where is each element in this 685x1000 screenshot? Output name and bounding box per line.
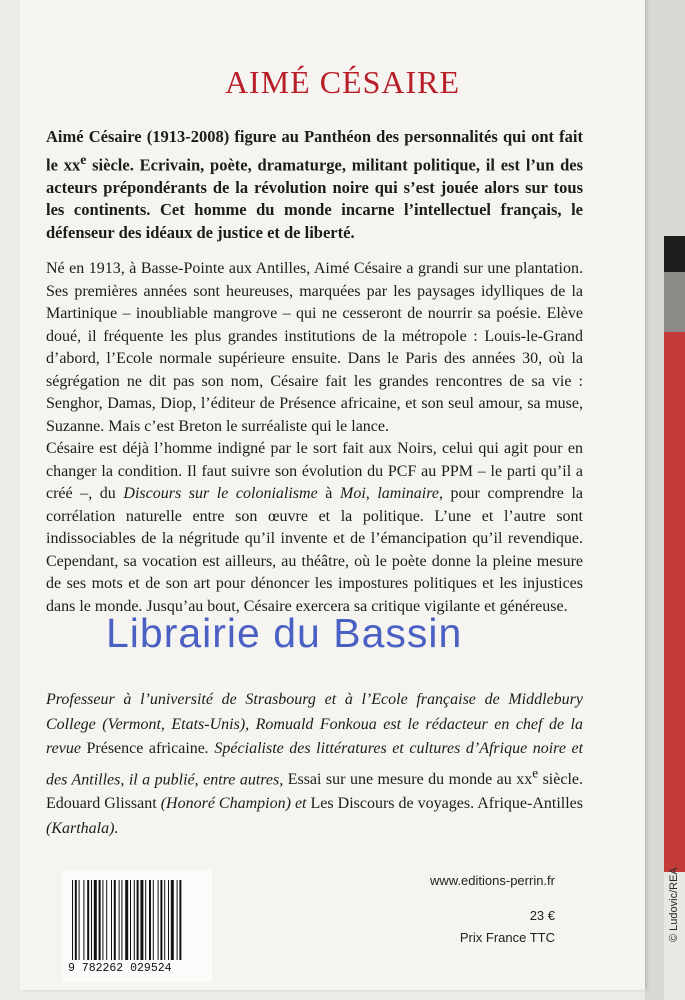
spine-stripe-gray <box>664 272 685 332</box>
book-title: AIMÉ CÉSAIRE <box>224 64 461 100</box>
price: 23 € <box>529 908 555 923</box>
barcode-bars <box>70 880 204 960</box>
barcode-number: 9 782262 029524 <box>68 962 172 975</box>
author-bio: Professeur à l’université de Strasbourg et à l’Ecole française de Middlebury College (Vermont, Etats-Unis), Romuald Fonkoua est le rédacteur en chef de la revue Présence africaine. Spécialiste des littératures et cultures d’Afrique noire et des Antilles, il a publié, entre autres, Essai sur une mesure du monde au $xx^e$ siècle. Edouard Glissant (Honoré Champion) et Les Discours de voyages. Afrique-Antilles (Karthala). <box>46 691 584 837</box>
intro-paragraph: Aimé Césaire (1913-2008) figure au Panthéon des personnalités qui ont fait le $xx^e$ siècle. Ecrivain, poète, dramaturge, militant politique, il est l’un des acteurs prépondérants de la révolution noire qui s’est jouée alors sur tous les continents. Cet homme du monde incarne l’intellectuel français, le défenseur des idéaux de justice et de liberté. <box>46 127 583 242</box>
spine-stripe-dark <box>664 236 685 272</box>
barcode <box>62 870 212 982</box>
photo-credit: © Ludovic/REA <box>668 867 680 942</box>
summary-paragraph-2: Césaire est déjà l’homme indigné par le sort fait aux Noirs, celui qui agit pour en changer la condition. Il faut suivre son évolution du PCF au PPM – le parti qu’il a créé –, du Discours sur le colonialisme à Moi, laminaire, pour comprendre la corrélation naturelle entre son œuvre et la politique. L’une et l’autre sont indissociables de la négritude qu’il invente et de l’émancipation qu’il revendique. Cependant, sa vocation est ailleurs, au théâtre, où le poète donne la pleine mesure de ses mots et de son art pour dénoncer les impostures politiques et les injustices dans le monde. Jusqu’au bout, Césaire exercera sa critique vigilante et généreuse. <box>46 440 584 615</box>
summary-paragraph-1: Né en 1913, à Basse-Pointe aux Antilles, Aimé Césaire a grandi sur une plantation. Ses premières années sont heureuses, marquées par les paysages idylliques de la Martinique – inoubliable mangrove – qui ne cesseront de nourrir sa poésie. Elève doué, il fréquente les plus grandes institutions de la métropole : Louis-le-Grand d’abord, l’Ecole normale supérieure ensuite. Dans le Paris des années 30, où la ségrégation ne dit pas son nom, Césaire fait les grandes rencontres de sa vie : Senghor, Damas, Diop, l’éditeur de Présence africaine, et son seul amour, sa muse, Suzanne. Mais c’est Breton le surréaliste qui le lance. <box>46 260 583 435</box>
spine-stripe-red <box>664 332 685 872</box>
publisher-website[interactable]: www.editions-perrin.fr <box>430 873 555 888</box>
summary-text <box>46 258 583 618</box>
bookstore-watermark: Librairie du Bassin <box>106 610 463 656</box>
price-label: Prix France TTC <box>459 930 555 945</box>
